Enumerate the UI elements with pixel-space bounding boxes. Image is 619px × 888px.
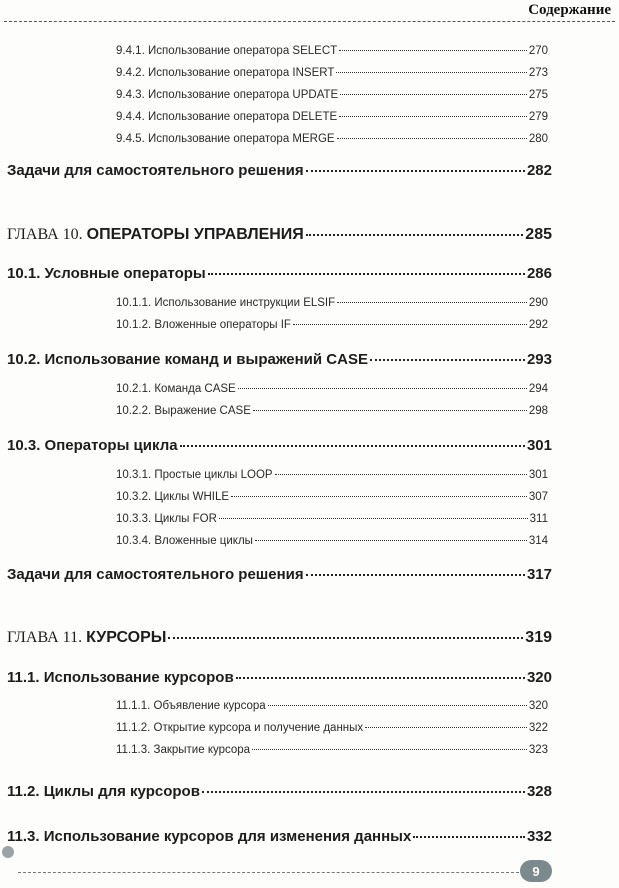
toc-entry-page: 292	[528, 319, 548, 331]
toc-entry-title: Задачи для самостоятельного решения	[7, 566, 304, 583]
chapter-heading	[7, 629, 166, 647]
dot-leader	[252, 749, 527, 750]
dot-leader	[306, 234, 524, 236]
chapter-prefix: ГЛАВА 10.	[7, 226, 83, 243]
toc-entry-title: 11.1.1. Объявление курсора	[116, 700, 266, 712]
dot-leader	[253, 410, 527, 411]
dot-leader	[340, 94, 527, 95]
dot-leader	[306, 170, 525, 172]
chapter-prefix: ГЛАВА 11.	[7, 629, 83, 646]
toc-entry-9-4-5[interactable]	[116, 133, 548, 145]
toc-entry-title: Задачи для самостоятельного решения	[7, 162, 304, 179]
dot-leader	[413, 836, 525, 838]
toc-entry-9-4-3[interactable]	[116, 89, 548, 101]
toc-entry-9-4-4[interactable]	[116, 111, 548, 123]
toc-entry-page: 301	[526, 437, 552, 454]
toc-entry-page: 273	[528, 67, 548, 79]
toc-entry-page: 285	[525, 226, 552, 243]
toc-entry-10-1[interactable]	[7, 265, 552, 282]
dot-leader	[337, 302, 527, 303]
dot-leader	[306, 574, 525, 576]
toc-entry-page: 323	[528, 744, 548, 756]
toc-entry-page: 328	[526, 783, 552, 800]
toc-entry-title: 10.3.1. Простые циклы LOOP	[116, 469, 273, 481]
footer-divider	[18, 872, 519, 873]
page-number-badge: 9	[520, 860, 552, 882]
dot-leader	[337, 138, 527, 139]
dot-leader	[336, 72, 526, 73]
toc-chapter-10[interactable]	[7, 226, 552, 244]
toc-entry-page: 298	[528, 405, 548, 417]
toc-entry-title: 10.2. Использование команд и выражений CASE	[7, 351, 368, 368]
toc-entry-title: 9.4.3. Использование оператора UPDATE	[116, 89, 339, 101]
toc-entry-title: 11.3. Использование курсоров для изменения данных	[7, 828, 412, 845]
toc-entry-title: 9.4.5. Использование оператора MERGE	[116, 133, 335, 145]
toc-entry-tasks-9[interactable]	[7, 162, 552, 179]
toc-entry-title: 10.3. Операторы цикла	[7, 437, 178, 454]
toc-entry-10-3-4[interactable]	[116, 535, 548, 547]
dot-leader	[370, 359, 525, 361]
toc-entry-page: 311	[529, 513, 548, 525]
toc-entry-page: 286	[526, 265, 552, 282]
dot-leader	[339, 50, 527, 51]
toc-entry-page: 275	[528, 89, 548, 101]
toc-entry-page: 294	[528, 383, 548, 395]
toc-entry-10-2-2[interactable]	[116, 405, 548, 417]
toc-entry-10-2-1[interactable]	[116, 383, 548, 395]
toc-entry-11-1-1[interactable]	[116, 700, 548, 712]
chapter-title: ОПЕРАТОРЫ УПРАВЛЕНИЯ	[86, 226, 304, 243]
toc-entry-10-1-2[interactable]	[116, 319, 548, 331]
toc-entry-page: 270	[528, 45, 548, 57]
toc-entry-9-4-2[interactable]	[116, 67, 548, 79]
toc-entry-title: 11.2. Циклы для курсоров	[7, 783, 200, 800]
toc-entry-11-3[interactable]	[7, 828, 552, 845]
toc-entry-page: 290	[528, 297, 548, 309]
toc-entry-page: 322	[528, 722, 548, 734]
header-divider	[4, 21, 615, 22]
footer-dot-icon	[2, 846, 14, 858]
dot-leader	[180, 445, 525, 447]
toc-entry-title: 9.4.2. Использование оператора INSERT	[116, 67, 335, 79]
toc-entry-page: 314	[528, 535, 548, 547]
dot-leader	[339, 116, 527, 117]
toc-entry-title: 10.1.1. Использование инструкции ELSIF	[116, 297, 336, 309]
toc-entry-10-1-1[interactable]	[116, 297, 548, 309]
toc-entry-11-1[interactable]	[7, 669, 552, 686]
dot-leader	[365, 727, 527, 728]
toc-entry-11-1-3[interactable]	[116, 744, 548, 756]
toc-entry-page: 279	[528, 111, 548, 123]
toc-entry-10-3-1[interactable]	[116, 469, 548, 481]
toc-entry-10-3-2[interactable]	[116, 491, 548, 503]
toc-entry-11-2[interactable]	[7, 783, 552, 800]
toc-entry-tasks-10[interactable]	[7, 566, 552, 583]
toc-entry-page: 320	[528, 700, 548, 712]
dot-leader	[219, 518, 528, 519]
chapter-heading	[7, 226, 304, 244]
toc-entry-title: 10.1. Условные операторы	[7, 265, 206, 282]
dot-leader	[255, 540, 527, 541]
toc-entry-title: 10.3.3. Циклы FOR	[116, 513, 217, 525]
toc-chapter-11[interactable]	[7, 629, 552, 647]
toc-entry-title: 10.3.4. Вложенные циклы	[116, 535, 253, 547]
toc-entry-page: 293	[526, 351, 552, 368]
toc-entry-10-2[interactable]	[7, 351, 552, 368]
toc-entry-title: 11.1.3. Закрытие курсора	[116, 744, 251, 756]
toc-entry-page: 319	[525, 629, 552, 646]
toc-entry-title: 10.3.2. Циклы WHILE	[116, 491, 230, 503]
toc-entry-title: 11.1.2. Открытие курсора и получение данных	[116, 722, 364, 734]
toc-entry-title: 11.1. Использование курсоров	[7, 669, 234, 686]
dot-leader	[293, 324, 527, 325]
dot-leader	[275, 474, 527, 475]
dot-leader	[168, 637, 523, 639]
toc-entry-page: 282	[526, 162, 552, 179]
dot-leader	[231, 496, 527, 497]
toc-entry-title: 9.4.4. Использование оператора DELETE	[116, 111, 338, 123]
toc-entry-page: 317	[526, 566, 552, 583]
dot-leader	[268, 705, 527, 706]
toc-entry-9-4-1[interactable]	[116, 45, 548, 57]
dot-leader	[202, 791, 525, 793]
dot-leader	[208, 273, 525, 275]
toc-entry-page: 320	[526, 669, 552, 686]
toc-entry-page: 301	[528, 469, 548, 481]
toc-entry-page: 280	[528, 133, 548, 145]
toc-entry-10-3-3[interactable]	[116, 513, 548, 525]
toc-entry-title: 10.2.2. Выражение CASE	[116, 405, 251, 417]
toc-entry-10-3[interactable]	[7, 437, 552, 454]
toc-entry-title: 10.2.1. Команда CASE	[116, 383, 236, 395]
page-header-title: Содержание	[528, 2, 611, 18]
toc-entry-page: 307	[528, 491, 548, 503]
toc-entry-page: 332	[526, 828, 552, 845]
dot-leader	[236, 677, 525, 679]
toc-entry-title: 9.4.1. Использование оператора SELECT	[116, 45, 338, 57]
chapter-title: КУРСОРЫ	[86, 629, 167, 646]
toc-entry-title: 10.1.2. Вложенные операторы IF	[116, 319, 291, 331]
dot-leader	[238, 388, 527, 389]
toc-entry-11-1-2[interactable]	[116, 722, 548, 734]
